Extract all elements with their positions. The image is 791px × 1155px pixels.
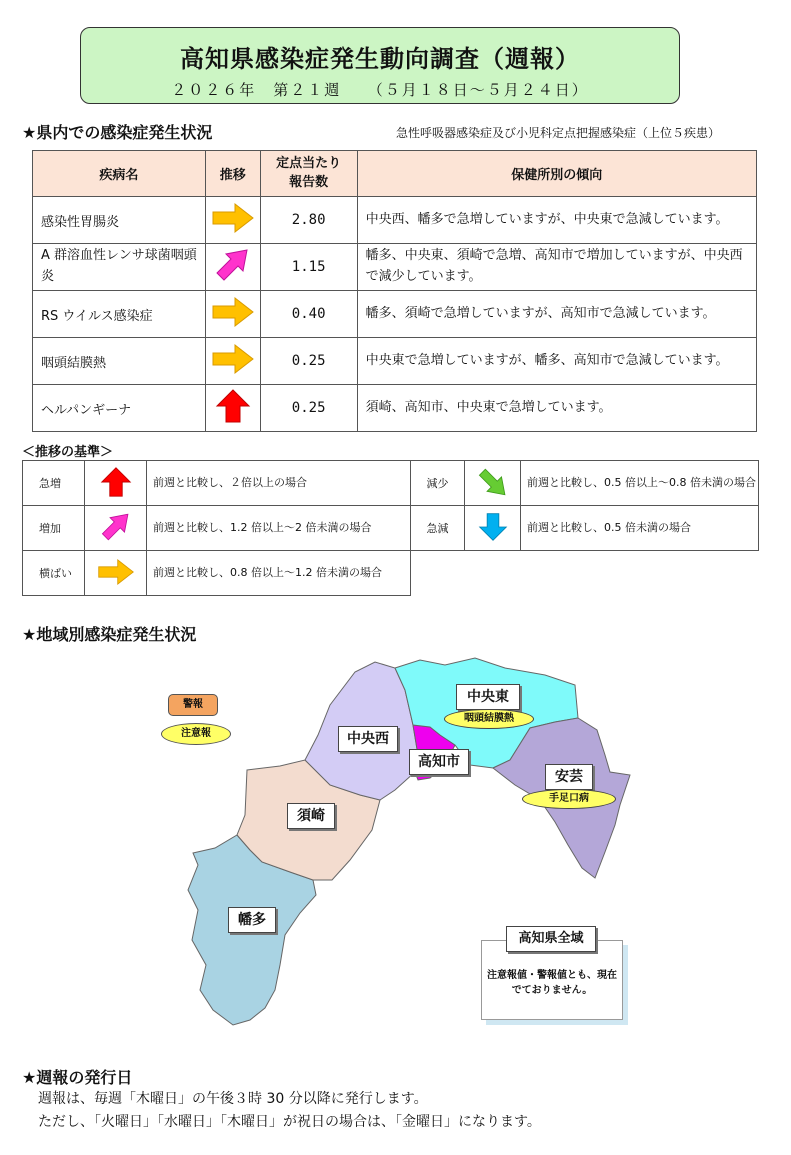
region-label-chuo-nishi: 中央西 — [338, 726, 398, 752]
header-value: 定点当たり 報告数 — [260, 151, 357, 197]
disease-table — [32, 150, 757, 432]
trend-text: 中央西、幡多で急増していますが、中央東で急減しています。 — [357, 197, 756, 244]
plunge-arrow-icon — [465, 506, 521, 551]
basis-desc: 前週と比較し、２倍以上の場合 — [147, 461, 411, 506]
increase-arrow-icon — [85, 506, 147, 551]
basis-label: 急増 — [23, 461, 85, 506]
region-label-chuo-higashi: 中央東 — [456, 684, 520, 710]
table-row — [33, 338, 757, 385]
basis-label: 減少 — [411, 461, 465, 506]
disease-name: A 群溶血性レンサ球菌咽頭炎 — [33, 244, 206, 291]
region-label-hata: 幡多 — [228, 907, 276, 933]
flat-arrow-icon — [205, 197, 260, 244]
table-row — [33, 291, 757, 338]
whole-prefecture-text: 注意報値・警報値とも、現在でておりません。 — [487, 970, 617, 996]
section-heading-prefecture: ★県内での感染症発生状況 — [22, 123, 213, 142]
issue-line-1: 週報は、毎週「木曜日」の午後３時 30 分以降に発行します。 — [38, 1091, 428, 1107]
report-value: 1.15 — [260, 244, 357, 291]
legend-caution: 注意報 — [161, 723, 231, 745]
header-disease: 疾病名 — [33, 151, 206, 197]
basis-desc: 前週と比較し、1.2 倍以上～2 倍未満の場合 — [147, 506, 411, 551]
section-heading-issue: ★週報の発行日 — [22, 1068, 133, 1087]
legend-warning: 警報 — [168, 694, 218, 716]
whole-prefecture-title: 高知県全域 — [506, 926, 596, 952]
issue-line-2: ただし、「火曜日」「水曜日」「木曜日」が祝日の場合は、「金曜日」になります。 — [38, 1114, 541, 1130]
header-trend: 推移 — [205, 151, 260, 197]
report-value: 0.25 — [260, 385, 357, 432]
caution-oval-aki: 手足口病 — [522, 789, 616, 809]
flat-arrow-icon — [205, 291, 260, 338]
disease-name: RS ウイルス感染症 — [33, 291, 206, 338]
basis-table — [22, 460, 759, 596]
table-row — [33, 385, 757, 432]
report-value: 2.80 — [260, 197, 357, 244]
trend-text: 中央東で急増していますが、幡多、高知市で急減しています。 — [357, 338, 756, 385]
trend-text: 須崎、高知市、中央東で急増しています。 — [357, 385, 756, 432]
region-label-kochi-city: 高知市 — [409, 749, 469, 775]
decrease-arrow-icon — [465, 461, 521, 506]
disease-name: ヘルパンギーナ — [33, 385, 206, 432]
page-title: 高知県感染症発生動向調査（週報） — [180, 45, 580, 73]
report-value: 0.25 — [260, 338, 357, 385]
section-heading-region: ★地域別感染症発生状況 — [22, 625, 197, 644]
basis-desc: 前週と比較し、0.8 倍以上～1.2 倍未満の場合 — [147, 551, 411, 596]
flat-arrow-icon — [85, 551, 147, 596]
region-label-susaki: 須崎 — [287, 803, 335, 829]
basis-label: 横ばい — [23, 551, 85, 596]
basis-row — [23, 506, 759, 551]
flat-arrow-icon — [205, 338, 260, 385]
region-label-aki: 安芸 — [545, 764, 593, 790]
report-title-box — [80, 27, 680, 104]
table-header-row — [33, 151, 757, 197]
header-tendency: 保健所別の傾向 — [357, 151, 756, 197]
report-value: 0.40 — [260, 291, 357, 338]
table-row — [33, 197, 757, 244]
increase-arrow-icon — [205, 244, 260, 291]
basis-title: ＜推移の基準＞ — [22, 445, 114, 460]
surge-arrow-icon — [205, 385, 260, 432]
disease-name: 咽頭結膜熱 — [33, 338, 206, 385]
basis-row — [23, 551, 759, 596]
surge-arrow-icon — [85, 461, 147, 506]
table-row — [33, 244, 757, 291]
basis-desc: 前週と比較し、0.5 倍以上～0.8 倍未満の場合 — [521, 461, 759, 506]
trend-text: 幡多、中央東、須崎で急増、高知市で増加していますが、中央西で減少しています。 — [357, 244, 756, 291]
basis-label: 急減 — [411, 506, 465, 551]
section-note: 急性呼吸器感染症及び小児科定点把握感染症（上位５疾患） — [396, 126, 721, 140]
basis-desc: 前週と比較し、0.5 倍未満の場合 — [521, 506, 759, 551]
caution-oval-chuo-higashi: 咽頭結膜熱 — [444, 709, 534, 729]
basis-row — [23, 461, 759, 506]
basis-label: 増加 — [23, 506, 85, 551]
report-period: ２０２６年 第２１週 （５月１８日～５月２４日） — [171, 81, 589, 99]
trend-text: 幡多、須崎で急増していますが、高知市で急減しています。 — [357, 291, 756, 338]
disease-name: 感染性胃腸炎 — [33, 197, 206, 244]
